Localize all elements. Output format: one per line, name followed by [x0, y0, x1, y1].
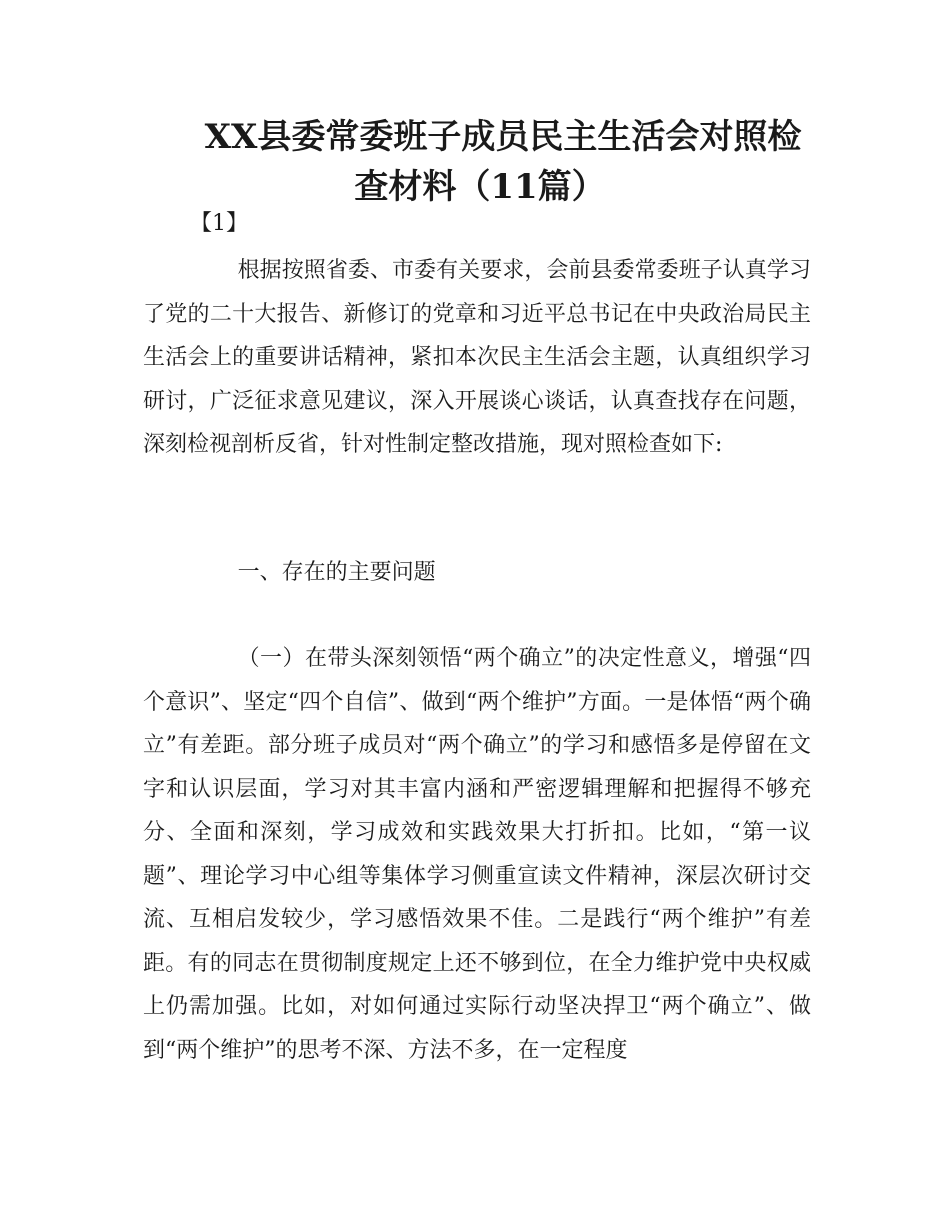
intro-paragraph: 根据按照省委、市委有关要求，会前县委常委班子认真学习了党的二十大报告、新修订的党章和习近平总书记在中央政治局民主生活会上的重要讲话精神，紧扣本次民主生活会主题，认真组织学习研讨，广泛征求意见建议，深入开展谈心谈话，认真查找存在问题，深刻检视剖析反省，针对性制定整改措施，现对照检查如下: — [143, 258, 811, 457]
section-number: 【1】 — [190, 211, 248, 236]
title-line-2: 查材料（11篇） — [354, 167, 606, 207]
document-title — [140, 112, 810, 212]
body-paragraph: （一）在带头深刻领悟“两个确立”的决定性意义，增强“四个意识”、坚定“四个自信”、做到“两个维护”方面。一是体悟“两个确立”有差距。部分班子成员对“两个确立”的学习和感悟多是停留在文字和认识层面，学习对其丰富内涵和严密逻辑理解和把握得不够充分、全面和深刻，学习成效和实践效果大打折扣。比如，“第一议题”、理论学习中心组等集体学习侧重宣读文件精神，深层次研讨交流、互相启发较少，学习感悟效果不佳。二是践行“两个维护”有差距。有的同志在贯彻制度规定上还不够到位，在全力维护党中央权威上仍需加强。比如，对如何通过实际行动坚决捍卫“两个确立”、做到“两个维护”的思考不深、方法不多，在一定程度 — [143, 646, 811, 1063]
title-line-1: XX县委常委班子成员民主生活会对照检 — [204, 117, 802, 157]
section-heading: 一、存在的主要问题 — [237, 560, 436, 585]
